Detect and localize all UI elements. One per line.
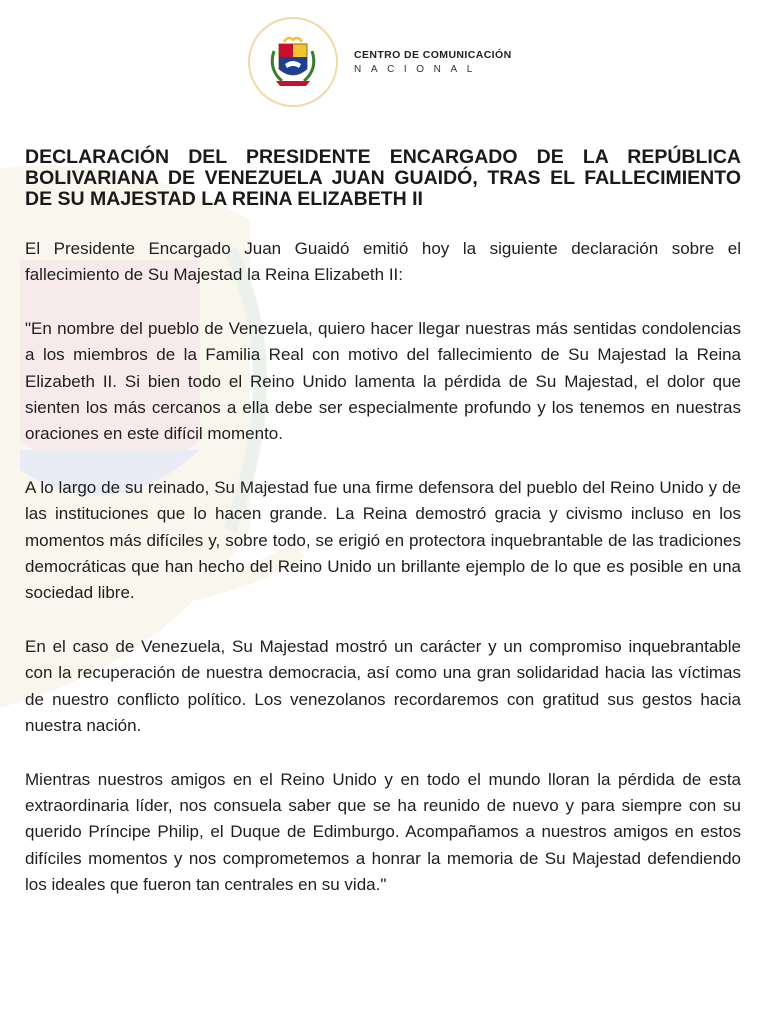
org-line2: NACIONAL xyxy=(354,64,482,75)
paragraph-closing: Mientras nuestros amigos en el Reino Unido y en todo el mundo lloran la pérdida de esta extraordinaria líder, nos consuela saber que se ha reunido de nuevo y para siempre con su querido Príncipe Philip, el Duque de Edimburgo. Acompañamos a nuestros amigos en estos difíciles momentos y nos comprometemos a honrar la memoria de Su Majestad defendiendo los ideales que fueron tan centrales en su vida." xyxy=(25,769,741,895)
org-line1: CENTRO DE COMUNICACIÓN xyxy=(354,49,512,61)
organization-name xyxy=(354,49,512,75)
venezuela-coat-of-arms-icon xyxy=(262,31,324,93)
declaration-title: DECLARACIÓN DEL PRESIDENTE ENCARGADO DE LA REPÚBLICA BOLIVARIANA DE VENEZUELA JUAN GUAIDÓ, TRAS EL FALLECIMIENTO DE SU MAJESTAD LA REINA ELIZABETH II xyxy=(25,146,741,210)
header xyxy=(248,20,512,104)
paragraph-reign: A lo largo de su reinado, Su Majestad fue una firme defensora del pueblo del Reino Unido y de las instituciones que lo hacen grande. La Reina demostró gracia y civismo incluso en los momentos más difíciles y, sobre todo, se erigió en protectora inquebrantable de las tradiciones democráticas que han hecho del Reino Unido un brillante ejemplo de lo que es posible en una sociedad libre. xyxy=(25,477,741,603)
declaration-body xyxy=(25,236,741,926)
paragraph-venezuela: En el caso de Venezuela, Su Majestad mostró un carácter y un compromiso inquebrantable con la recuperación de nuestra democracia, así como una gran solidaridad hacia las víctimas de nuestro conflicto político. Los venezolanos recordaremos con gratitud sus gestos hacia nuestra nación. xyxy=(25,636,741,736)
paragraph-intro: El Presidente Encargado Juan Guaidó emitió hoy la siguiente declaración sobre el fallecimiento de Su Majestad la Reina Elizabeth II: xyxy=(25,239,741,285)
paragraph-condolences: "En nombre del pueblo de Venezuela, quiero hacer llegar nuestras más sentidas condolencias a los miembros de la Familia Real con motivo del fallecimiento de Su Majestad la Reina Elizabeth II. Si bien todo el Reino Unido lamenta la pérdida de Su Majestad, el dolor que sienten los más cercanos a ella debe ser especialmente profundo y los tenemos en nuestras oraciones en este difícil momento. xyxy=(25,318,741,444)
seal xyxy=(248,17,338,107)
